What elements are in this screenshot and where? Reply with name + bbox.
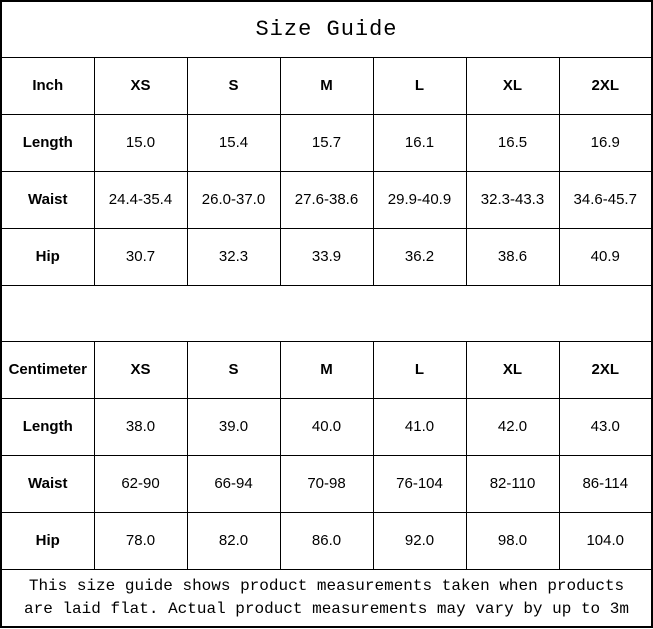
measurement-cell: 24.4-35.4 <box>94 171 187 228</box>
size-header-s: S <box>187 57 280 114</box>
size-header-m: M <box>280 57 373 114</box>
measurement-cell: 38.6 <box>466 228 559 285</box>
row-label-hip: Hip <box>1 512 94 569</box>
table-row-cm-waist <box>1 455 652 512</box>
size-header-2xl: 2XL <box>559 57 652 114</box>
measurement-cell: 33.9 <box>280 228 373 285</box>
size-header-m: M <box>280 341 373 398</box>
row-label-length: Length <box>1 398 94 455</box>
table-row-cm-hip <box>1 512 652 569</box>
measurement-cell: 76-104 <box>373 455 466 512</box>
measurement-cell: 40.9 <box>559 228 652 285</box>
spacer-row <box>1 285 652 341</box>
measurement-cell: 39.0 <box>187 398 280 455</box>
measurement-cell: 36.2 <box>373 228 466 285</box>
size-header-xs: XS <box>94 341 187 398</box>
measurement-cell: 30.7 <box>94 228 187 285</box>
measurement-cell: 16.5 <box>466 114 559 171</box>
size-header-xs: XS <box>94 57 187 114</box>
row-label-waist: Waist <box>1 455 94 512</box>
size-header-2xl: 2XL <box>559 341 652 398</box>
spacer-cell <box>1 285 652 341</box>
row-label-length: Length <box>1 114 94 171</box>
footer-note-line2: are laid flat. Actual product measurements may vary by up to 3m <box>24 599 629 618</box>
size-header-l: L <box>373 341 466 398</box>
size-header-xl: XL <box>466 57 559 114</box>
measurement-cell: 15.7 <box>280 114 373 171</box>
measurement-cell: 78.0 <box>94 512 187 569</box>
measurement-cell: 86-114 <box>559 455 652 512</box>
measurement-cell: 66-94 <box>187 455 280 512</box>
measurement-cell: 40.0 <box>280 398 373 455</box>
cm-header-row <box>1 341 652 398</box>
measurement-cell: 43.0 <box>559 398 652 455</box>
measurement-cell: 104.0 <box>559 512 652 569</box>
size-header-s: S <box>187 341 280 398</box>
measurement-cell: 38.0 <box>94 398 187 455</box>
row-label-hip: Hip <box>1 228 94 285</box>
measurement-cell: 32.3 <box>187 228 280 285</box>
table-row-inch-hip <box>1 228 652 285</box>
table-row-cm-length <box>1 398 652 455</box>
measurement-cell: 41.0 <box>373 398 466 455</box>
measurement-cell: 82.0 <box>187 512 280 569</box>
size-header-l: L <box>373 57 466 114</box>
unit-header-centimeter: Centimeter <box>1 341 94 398</box>
table-row-inch-waist <box>1 171 652 228</box>
footer-row <box>1 569 652 627</box>
measurement-cell: 15.4 <box>187 114 280 171</box>
measurement-cell: 62-90 <box>94 455 187 512</box>
measurement-cell: 86.0 <box>280 512 373 569</box>
measurement-cell: 42.0 <box>466 398 559 455</box>
measurement-cell: 29.9-40.9 <box>373 171 466 228</box>
measurement-cell: 98.0 <box>466 512 559 569</box>
footer-note <box>1 569 652 627</box>
measurement-cell: 34.6-45.7 <box>559 171 652 228</box>
size-header-xl: XL <box>466 341 559 398</box>
measurement-cell: 27.6-38.6 <box>280 171 373 228</box>
measurement-cell: 70-98 <box>280 455 373 512</box>
measurement-cell: 92.0 <box>373 512 466 569</box>
footer-note-line1: This size guide shows product measurements taken when products <box>28 576 625 595</box>
measurement-cell: 26.0-37.0 <box>187 171 280 228</box>
row-label-waist: Waist <box>1 171 94 228</box>
inch-header-row <box>1 57 652 114</box>
measurement-cell: 82-110 <box>466 455 559 512</box>
table-row-inch-length <box>1 114 652 171</box>
title-row <box>1 1 652 57</box>
measurement-cell: 16.9 <box>559 114 652 171</box>
measurement-cell: 16.1 <box>373 114 466 171</box>
measurement-cell: 15.0 <box>94 114 187 171</box>
page-title: Size Guide <box>1 1 652 57</box>
unit-header-inch: Inch <box>1 57 94 114</box>
measurement-cell: 32.3-43.3 <box>466 171 559 228</box>
